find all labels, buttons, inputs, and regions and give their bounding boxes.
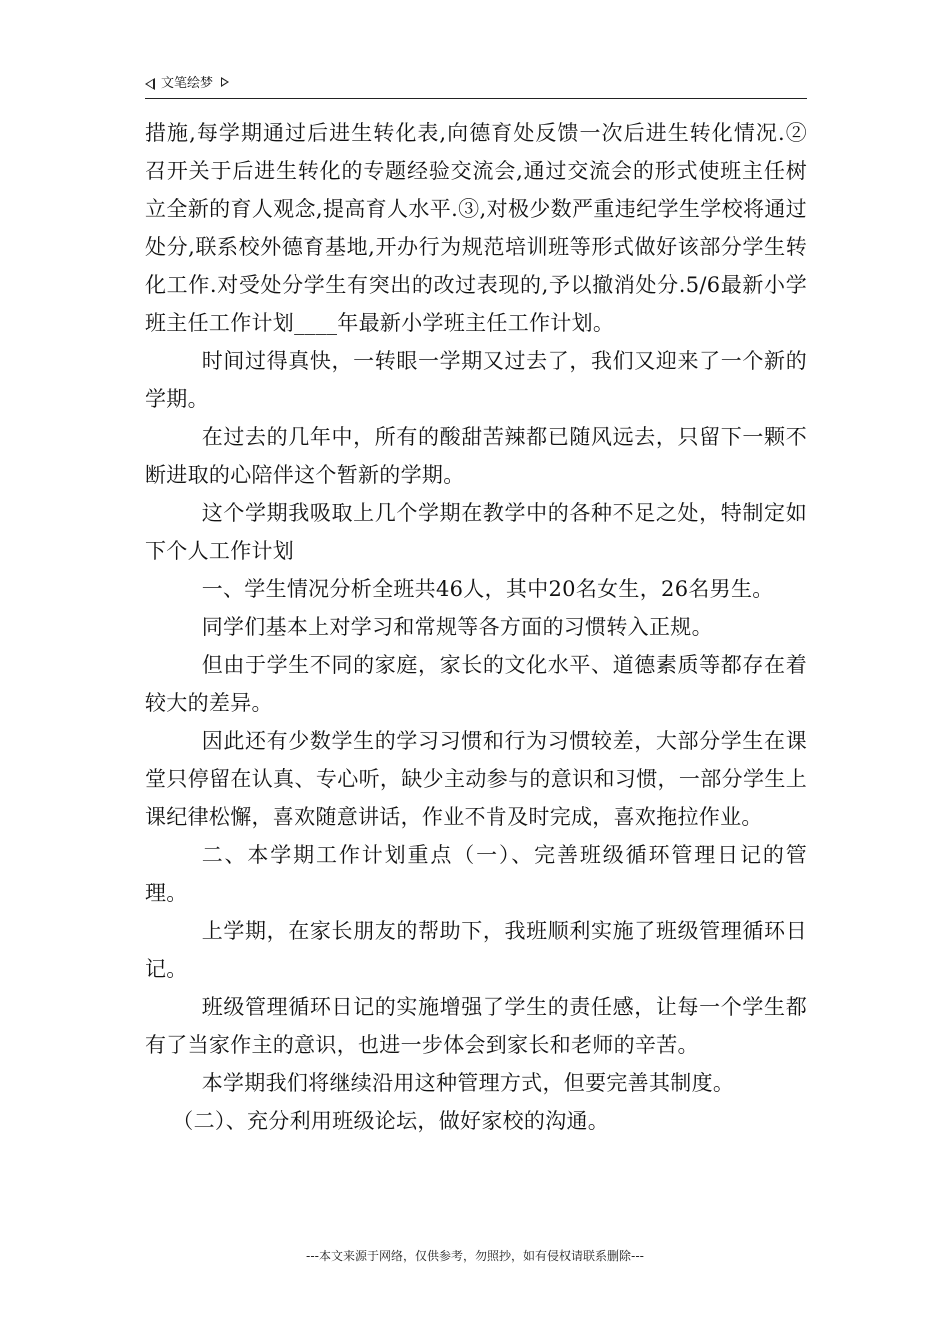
document-body (145, 114, 807, 1140)
page-header (145, 74, 807, 99)
footer-disclaimer: ---本文来源于网络，仅供参考，勿照抄，如有侵权请联系删除--- (306, 1249, 644, 1263)
paragraph: 同学们基本上对学习和常规等各方面的习惯转入正规。 (201, 615, 713, 639)
paragraph: 但由于学生不同的家庭，家长的文化水平、道德素质等都存在着较大的差异。 (145, 653, 807, 715)
paragraph: 时间过得真快，一转眼一学期又过去了，我们又迎来了一个新的学期。 (145, 349, 807, 411)
paragraph: 二、本学期工作计划重点（一）、完善班级循环管理日记的管理。 (145, 843, 807, 905)
header-brand (145, 76, 229, 92)
header-brand-text: 文笔绘梦 (161, 76, 214, 91)
paragraph: 班级管理循环日记的实施增强了学生的责任感，让每一个学生都有了当家作主的意识，也进一步体会到家长和老师的辛苦。 (145, 995, 807, 1057)
paragraph: 措施,每学期通过后进生转化表,向德育处反馈一次后进生转化情况.② 召开关于后进生转化的专题经验交流会,通过交流会的形式使班主任树立全新的育人观念,提高育人水平.③,对极少数严重违纪学生学校将通过处分,联系校外德育基地,开办行为规范培训班等形式做好该部分学生转化工作.对受处分学生有突出的改过表现的,予以撤消处分.5/6最新小学班主任工作计划____年最新小学班主任工作计划。 (145, 121, 807, 335)
paragraph: 本学期我们将继续沿用这种管理方式，但要完善其制度。 (201, 1071, 735, 1095)
triangle-right-icon (221, 77, 229, 87)
paragraph: （二）、充分利用班级论坛，做好家校的沟通。 (172, 1109, 610, 1133)
paragraph: 因此还有少数学生的学习习惯和行为习惯较差，大部分学生在课堂只停留在认真、专心听，缺少主动参与的意识和习惯，一部分学生上课纪律松懈，喜欢随意讲话，作业不肯及时完成，喜欢拖拉作业。 (145, 729, 807, 829)
paragraph: 上学期，在家长朋友的帮助下，我班顺利实施了班级管理循环日记。 (145, 919, 807, 981)
paragraph: 在过去的几年中，所有的酸甜苦辣都已随风远去，只留下一颗不断进取的心陪伴这个暂新的学期。 (145, 425, 807, 487)
triangle-left-icon (145, 78, 155, 90)
paragraph: 一、学生情况分析全班共46人，其中20名女生，26名男生。 (201, 577, 774, 601)
paragraph: 这个学期我吸取上几个学期在教学中的各种不足之处，特制定如下个人工作计划 (145, 501, 807, 563)
